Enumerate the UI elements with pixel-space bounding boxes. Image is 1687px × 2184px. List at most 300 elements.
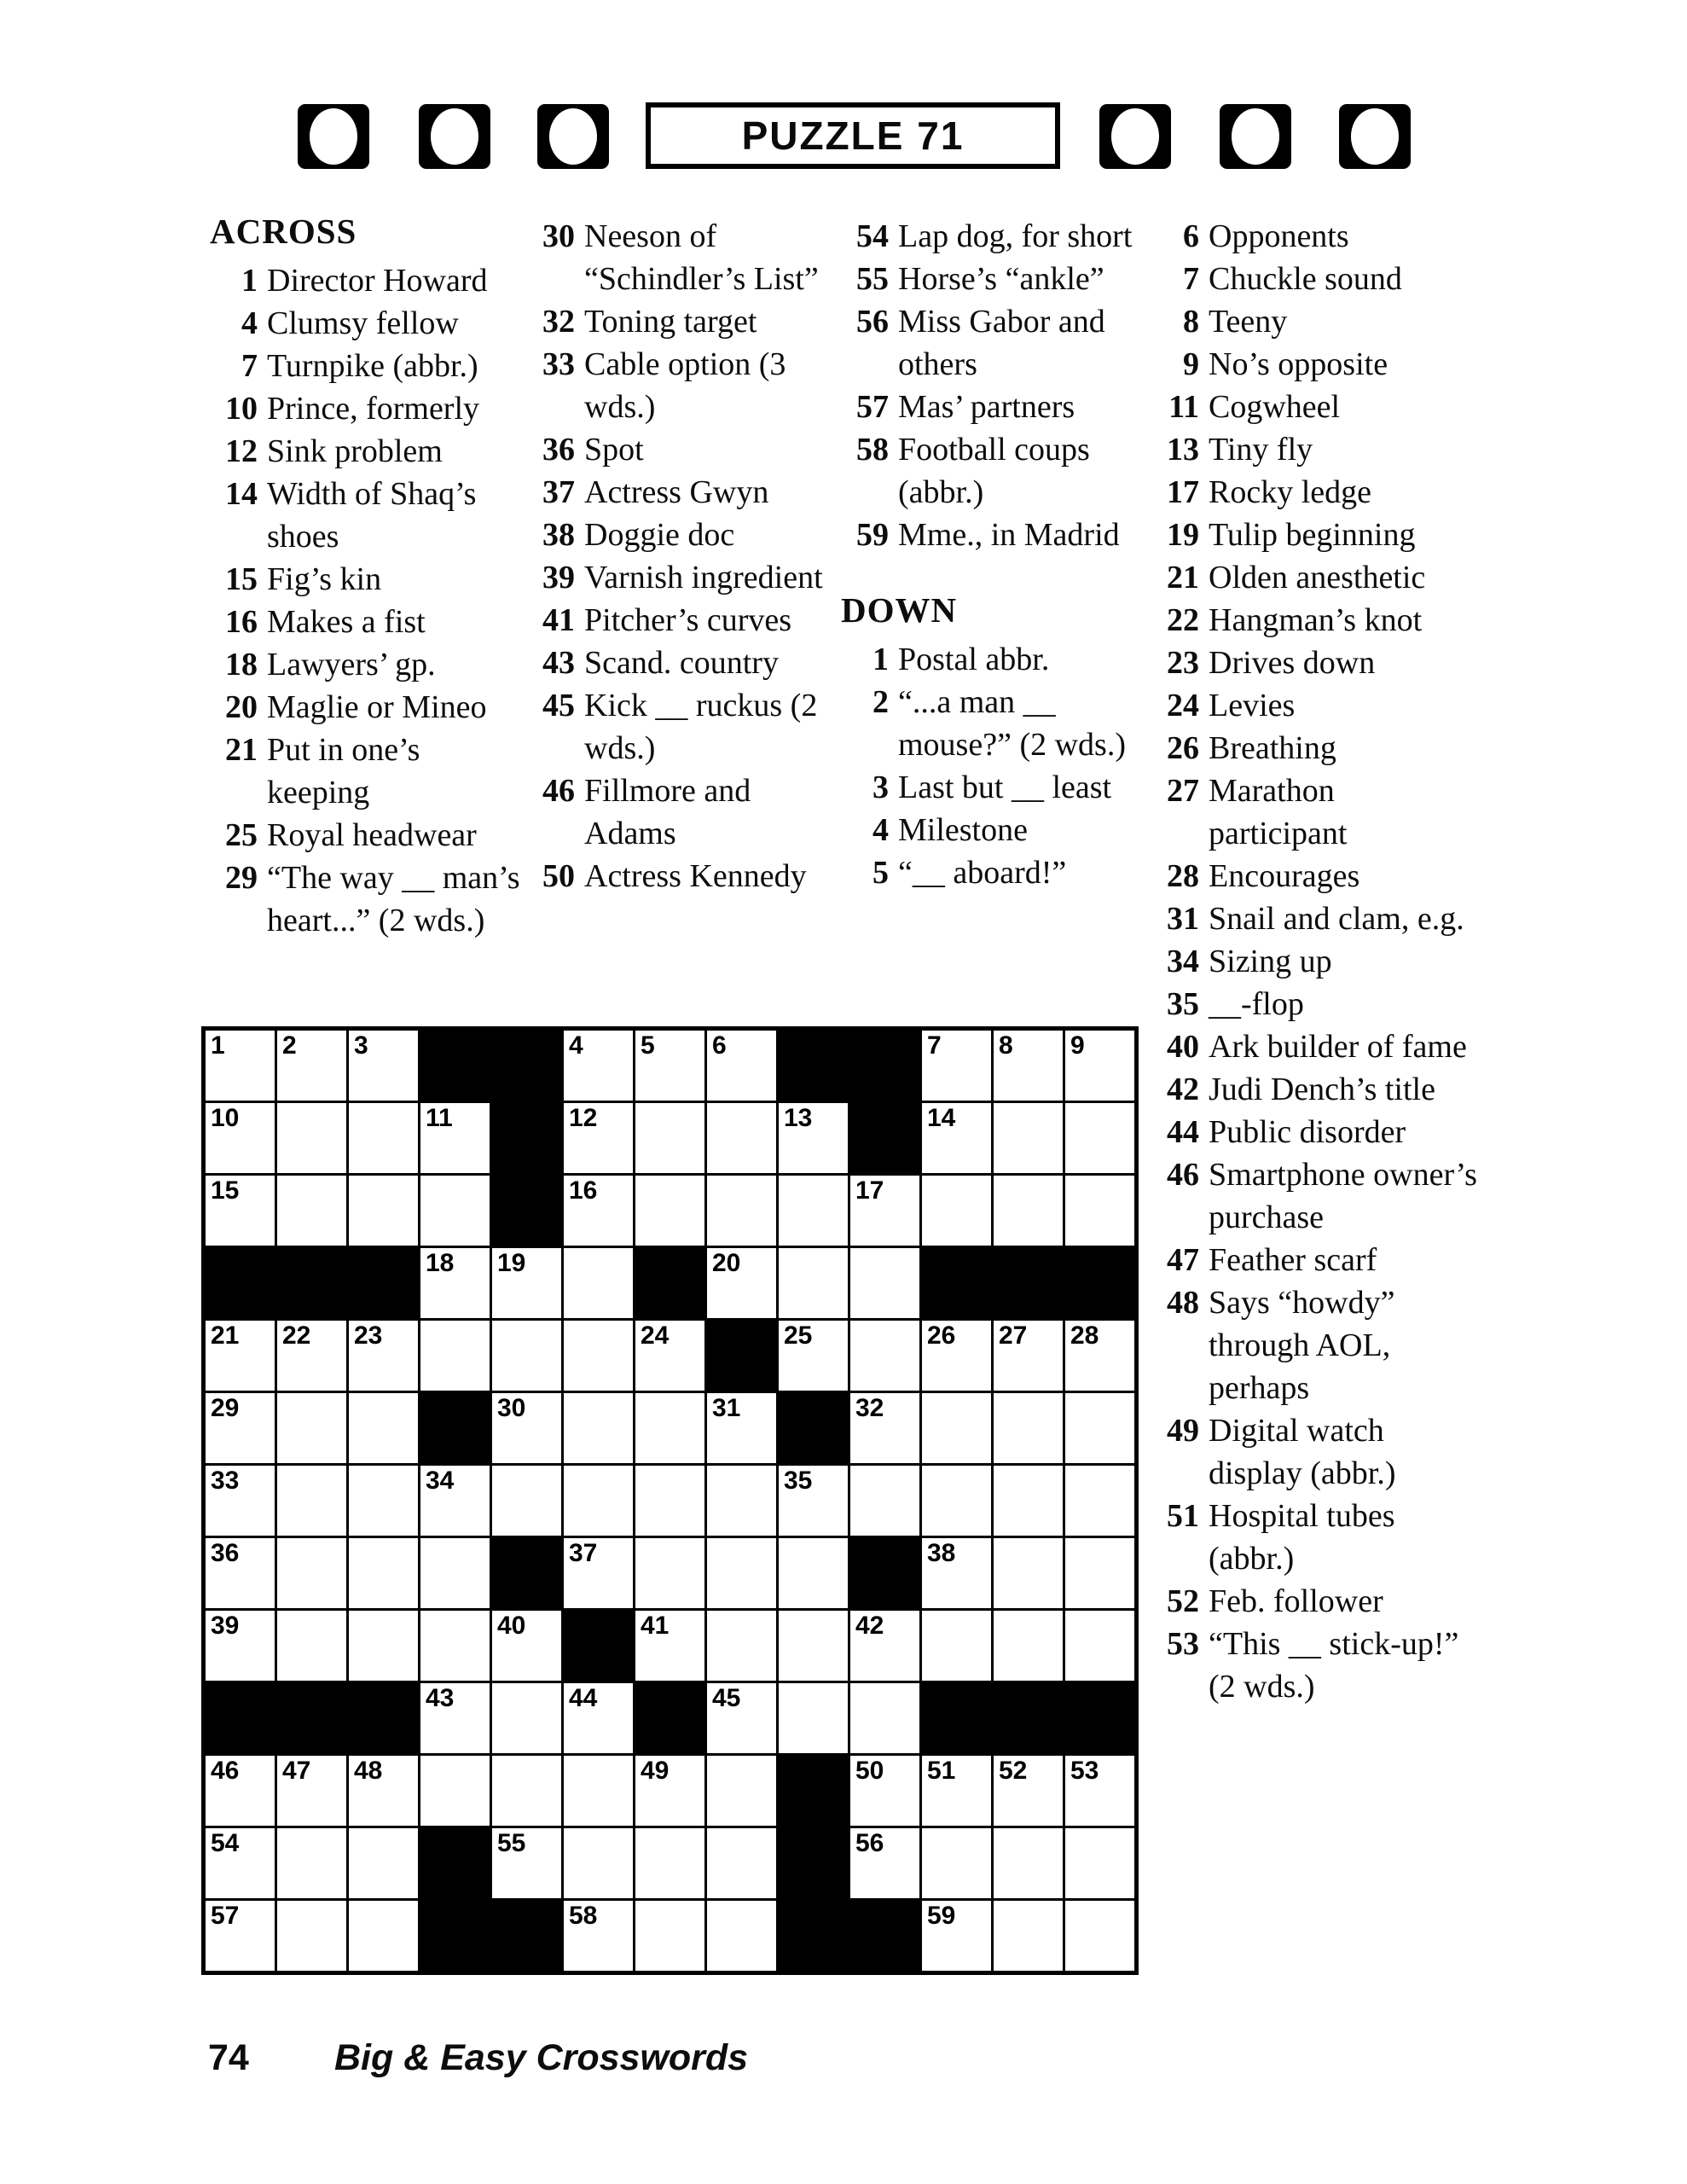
grid-cell	[492, 1248, 561, 1318]
clue-text: Postal abbr.	[898, 642, 1050, 677]
grid-cell	[564, 1466, 633, 1536]
cell-number: 22	[282, 1321, 311, 1350]
grid-cell-black	[492, 1176, 561, 1246]
down-clue-list	[1151, 215, 1477, 1708]
clue-item	[527, 642, 836, 684]
grid-cell	[420, 1176, 490, 1246]
page-number: 74	[208, 2037, 249, 2078]
clue-text: Makes a fist	[267, 604, 426, 640]
clue-number: 47	[1167, 1242, 1199, 1278]
grid-cell	[564, 1031, 633, 1101]
clue-item	[1151, 642, 1477, 684]
clue-number: 14	[225, 476, 258, 512]
grid-cell	[707, 1103, 776, 1173]
grid-cell-black	[277, 1683, 346, 1753]
clue-column-down	[1151, 215, 1477, 1708]
cell-number: 28	[1070, 1321, 1099, 1350]
clue-item	[210, 345, 524, 387]
clue-number: 20	[225, 689, 258, 725]
across-section-header: ACROSS	[210, 212, 357, 251]
grid-cell	[994, 1393, 1063, 1463]
cell-number: 56	[855, 1829, 884, 1857]
grid-cell	[349, 1466, 418, 1536]
cell-number: 37	[569, 1539, 598, 1567]
clue-text: Tulip beginning	[1209, 517, 1416, 553]
grid-cell-black	[994, 1248, 1063, 1318]
cell-number: 57	[211, 1902, 240, 1930]
cell-number: 29	[211, 1394, 240, 1422]
grid-cell	[779, 1248, 848, 1318]
clue-number: 48	[1167, 1285, 1199, 1321]
cell-number: 48	[354, 1757, 383, 1785]
grid-cell	[850, 1321, 919, 1391]
clue-text: Clumsy fellow	[267, 305, 459, 341]
grid-cell	[994, 1031, 1063, 1101]
clue-text: Actress Kennedy	[584, 858, 807, 894]
clue-item	[527, 514, 836, 556]
grid-cell	[277, 1756, 346, 1826]
cell-number: 8	[999, 1031, 1013, 1060]
clue-text: “This __ stick-up!” (2 wds.)	[1209, 1626, 1459, 1705]
clue-text: Last but __ least	[898, 770, 1112, 805]
cell-number: 34	[426, 1467, 455, 1495]
clue-number: 9	[1183, 346, 1199, 382]
grid-cell	[206, 1611, 275, 1681]
grid-cell	[922, 1828, 991, 1898]
cell-number: 3	[354, 1031, 368, 1060]
clue-text: Royal headwear	[267, 817, 477, 853]
cell-number: 43	[426, 1684, 455, 1712]
clue-number: 2	[872, 684, 889, 720]
grid-cell	[420, 1683, 490, 1753]
cell-number: 46	[211, 1757, 240, 1785]
grid-cell	[349, 1538, 418, 1608]
grid-cell	[349, 1103, 418, 1173]
clue-text: Scand. country	[584, 645, 779, 681]
cell-number: 24	[641, 1321, 670, 1350]
grid-cell	[349, 1176, 418, 1246]
oval-shape	[549, 108, 597, 165]
clue-item	[210, 430, 524, 473]
grid-cell	[635, 1393, 704, 1463]
clue-text: Lawyers’ gp.	[267, 647, 436, 682]
cell-number: 1	[211, 1031, 225, 1060]
clue-item	[210, 601, 524, 643]
clue-item	[1151, 258, 1477, 300]
oval-shape	[1111, 108, 1159, 165]
clue-number: 4	[241, 305, 258, 341]
grid-cell	[349, 1321, 418, 1391]
grid-cell-black	[206, 1683, 275, 1753]
grid-cell	[922, 1538, 991, 1608]
clue-text: Marathon participant	[1209, 773, 1348, 851]
cell-number: 2	[282, 1031, 297, 1060]
grid-cell	[277, 1393, 346, 1463]
clue-text: Olden anesthetic	[1209, 560, 1426, 595]
grid-cell	[1065, 1466, 1134, 1536]
clue-number: 7	[241, 348, 258, 384]
grid-cell	[206, 1393, 275, 1463]
clue-text: “The way __ man’s heart...” (2 wds.)	[267, 860, 520, 938]
clue-number: 26	[1167, 730, 1199, 766]
grid-cell	[420, 1103, 490, 1173]
grid-cell	[564, 1828, 633, 1898]
grid-cell	[635, 1321, 704, 1391]
cell-number: 38	[927, 1539, 956, 1567]
clue-item	[841, 428, 1145, 514]
grid-cell	[850, 1393, 919, 1463]
clue-number: 58	[856, 432, 889, 468]
grid-cell	[1065, 1756, 1134, 1826]
grid-cell	[635, 1031, 704, 1101]
clue-number: 18	[225, 647, 258, 682]
grid-cell-black	[1065, 1248, 1134, 1318]
grid-cell	[635, 1756, 704, 1826]
grid-cell	[492, 1321, 561, 1391]
grid-cell	[1065, 1611, 1134, 1681]
clue-text: Drives down	[1209, 645, 1376, 681]
clue-number: 43	[542, 645, 575, 681]
clue-item	[210, 558, 524, 601]
cell-number: 23	[354, 1321, 383, 1350]
grid-cell	[277, 1103, 346, 1173]
clue-column-across	[210, 210, 524, 942]
grid-cell	[277, 1611, 346, 1681]
clue-number: 59	[856, 517, 889, 553]
clue-text: Pitcher’s curves	[584, 602, 792, 638]
clue-item	[1151, 1495, 1477, 1580]
clue-item	[841, 766, 1145, 809]
cell-number: 39	[211, 1612, 240, 1640]
clue-text: “...a man __ mouse?” (2 wds.)	[898, 684, 1126, 763]
grid-cell	[564, 1248, 633, 1318]
clue-text: Tiny fly	[1209, 432, 1313, 468]
clue-number: 51	[1167, 1498, 1199, 1534]
grid-cell-black	[492, 1031, 561, 1101]
grid-cell	[277, 1321, 346, 1391]
clue-item	[210, 259, 524, 302]
clue-number: 21	[1167, 560, 1199, 595]
clue-text: Toning target	[584, 304, 757, 340]
grid-cell	[635, 1538, 704, 1608]
clue-item	[527, 684, 836, 770]
clue-item	[841, 851, 1145, 894]
grid-cell	[349, 1393, 418, 1463]
grid-cell	[564, 1393, 633, 1463]
clue-item	[841, 386, 1145, 428]
grid-cell	[206, 1901, 275, 1971]
grid-cell	[420, 1321, 490, 1391]
clue-text: Says “howdy” through AOL, perhaps	[1209, 1285, 1395, 1406]
cell-number: 35	[784, 1467, 813, 1495]
clue-text: Hospital tubes (abbr.)	[1209, 1498, 1395, 1577]
cell-number: 45	[712, 1684, 741, 1712]
grid-cell	[206, 1828, 275, 1898]
cell-number: 36	[211, 1539, 240, 1567]
oval-shape	[1351, 108, 1399, 165]
oval-shape	[431, 108, 478, 165]
clue-number: 15	[225, 561, 258, 597]
grid-cell	[994, 1756, 1063, 1826]
grid-cell	[277, 1828, 346, 1898]
clue-text: Turnpike (abbr.)	[267, 348, 478, 384]
grid-cell	[779, 1538, 848, 1608]
clue-item	[841, 681, 1145, 766]
grid-cell	[635, 1103, 704, 1173]
grid-cell	[707, 1828, 776, 1898]
grid-cell	[564, 1103, 633, 1173]
clue-text: Feather scarf	[1209, 1242, 1377, 1278]
cell-number: 51	[927, 1757, 956, 1785]
grid-cell	[1065, 1828, 1134, 1898]
grid-cell-black	[779, 1393, 848, 1463]
grid-cell-black	[1065, 1683, 1134, 1753]
clue-number: 4	[872, 812, 889, 848]
clue-item	[1151, 1623, 1477, 1708]
grid-cell-black	[420, 1031, 490, 1101]
clue-item	[1151, 1409, 1477, 1495]
cell-number: 5	[641, 1031, 655, 1060]
grid-cell	[850, 1466, 919, 1536]
grid-cell	[922, 1103, 991, 1173]
cell-number: 6	[712, 1031, 727, 1060]
clue-text: Public disorder	[1209, 1114, 1406, 1150]
clue-item	[1151, 215, 1477, 258]
grid-cell	[420, 1611, 490, 1681]
grid-cell	[707, 1248, 776, 1318]
grid-cell	[707, 1466, 776, 1536]
decorative-oval-icon	[537, 104, 609, 169]
puzzle-title-box	[646, 102, 1060, 169]
cell-number: 41	[641, 1612, 670, 1640]
grid-cell	[420, 1538, 490, 1608]
grid-cell	[994, 1103, 1063, 1173]
clue-text: Spot	[584, 432, 644, 468]
cell-number: 21	[211, 1321, 240, 1350]
grid-cell	[564, 1756, 633, 1826]
clue-item	[1151, 855, 1477, 897]
decorative-oval-icon	[1220, 104, 1291, 169]
grid-cell-black	[420, 1828, 490, 1898]
clue-number: 11	[1168, 389, 1199, 425]
grid-cell	[635, 1828, 704, 1898]
clue-number: 40	[1167, 1029, 1199, 1065]
grid-cell	[349, 1901, 418, 1971]
grid-cell	[922, 1901, 991, 1971]
decorative-oval-icon	[419, 104, 490, 169]
grid-cell	[707, 1031, 776, 1101]
clue-text: Ark builder of fame	[1209, 1029, 1467, 1065]
clue-number: 1	[241, 263, 258, 299]
cell-number: 31	[712, 1394, 741, 1422]
clue-number: 41	[542, 602, 575, 638]
clue-number: 28	[1167, 858, 1199, 894]
clue-text: Opponents	[1209, 218, 1349, 254]
clue-number: 32	[542, 304, 575, 340]
grid-cell	[277, 1538, 346, 1608]
clue-number: 30	[542, 218, 575, 254]
clue-item	[1151, 897, 1477, 940]
across-clue-list	[841, 215, 1145, 556]
clue-item	[210, 643, 524, 686]
clue-number: 49	[1167, 1413, 1199, 1449]
clue-text: Actress Gwyn	[584, 474, 769, 510]
crossword-grid	[201, 1026, 1139, 1975]
grid-cell	[779, 1466, 848, 1536]
clue-item	[841, 258, 1145, 300]
clue-text: Kick __ ruckus (2 wds.)	[584, 688, 818, 766]
cell-number: 25	[784, 1321, 813, 1350]
clue-text: Doggie doc	[584, 517, 735, 553]
clue-number: 42	[1167, 1072, 1199, 1107]
grid-cell	[492, 1756, 561, 1826]
grid-cell	[779, 1321, 848, 1391]
grid-cell-black	[492, 1901, 561, 1971]
down-section-header: DOWN	[841, 590, 958, 630]
cell-number: 19	[497, 1249, 526, 1277]
cell-number: 16	[569, 1176, 598, 1205]
cell-number: 55	[497, 1829, 526, 1857]
grid-cell-black	[850, 1538, 919, 1608]
grid-cell	[349, 1756, 418, 1826]
clue-item	[1151, 1580, 1477, 1623]
grid-cell	[850, 1756, 919, 1826]
grid-cell	[850, 1176, 919, 1246]
clue-number: 39	[542, 560, 575, 595]
clue-item	[527, 215, 836, 300]
grid-cell-black	[850, 1103, 919, 1173]
clue-number: 52	[1167, 1583, 1199, 1619]
clue-item	[527, 770, 836, 855]
clue-item	[1151, 300, 1477, 343]
clue-item	[1151, 684, 1477, 727]
clue-text: Feb. follower	[1209, 1583, 1383, 1619]
grid-cell	[492, 1828, 561, 1898]
clue-text: Smartphone owner’s purchase	[1209, 1157, 1477, 1235]
clue-number: 53	[1167, 1626, 1199, 1662]
clue-item	[210, 473, 524, 558]
cell-number: 30	[497, 1394, 526, 1422]
grid-cell	[922, 1611, 991, 1681]
clue-number: 50	[542, 858, 575, 894]
clue-number: 1	[872, 642, 889, 677]
grid-cell	[206, 1466, 275, 1536]
grid-cell	[492, 1683, 561, 1753]
clue-number: 6	[1183, 218, 1199, 254]
book-title: Big & Easy Crosswords	[334, 2037, 749, 2078]
clue-column-across-2	[527, 215, 836, 897]
grid-cell	[922, 1031, 991, 1101]
grid-cell	[564, 1538, 633, 1608]
grid-cell	[1065, 1393, 1134, 1463]
cell-number: 33	[211, 1467, 240, 1495]
cell-number: 13	[784, 1104, 813, 1132]
puzzle-title: PUZZLE 71	[741, 113, 965, 158]
clue-item	[1151, 770, 1477, 855]
clue-number: 23	[1167, 645, 1199, 681]
clue-text: Neeson of “Schindler’s List”	[584, 218, 819, 297]
cell-number: 15	[211, 1176, 240, 1205]
clue-text: Judi Dench’s title	[1209, 1072, 1435, 1107]
clue-item	[210, 302, 524, 345]
clue-item	[1151, 1111, 1477, 1153]
cell-number: 44	[569, 1684, 598, 1712]
clue-item	[527, 855, 836, 897]
clue-item	[527, 300, 836, 343]
grid-cell	[349, 1031, 418, 1101]
cell-number: 4	[569, 1031, 583, 1060]
grid-cell	[779, 1683, 848, 1753]
grid-cell	[349, 1828, 418, 1898]
clue-item	[841, 215, 1145, 258]
grid-cell	[1065, 1176, 1134, 1246]
grid-cell	[277, 1176, 346, 1246]
grid-cell	[635, 1611, 704, 1681]
cell-number: 26	[927, 1321, 956, 1350]
cell-number: 9	[1070, 1031, 1085, 1060]
grid-cell	[707, 1901, 776, 1971]
cell-number: 47	[282, 1757, 311, 1785]
clue-item	[1151, 556, 1477, 599]
grid-cell	[994, 1176, 1063, 1246]
clue-number: 33	[542, 346, 575, 382]
clue-number: 12	[225, 433, 258, 469]
decorative-oval-icon	[298, 104, 369, 169]
clue-text: Rocky ledge	[1209, 474, 1372, 510]
grid-cell	[1065, 1103, 1134, 1173]
down-clue-list	[841, 638, 1145, 894]
clue-item	[841, 514, 1145, 556]
clue-number: 25	[225, 817, 258, 853]
grid-cell	[564, 1683, 633, 1753]
decorative-oval-icon	[1339, 104, 1411, 169]
cell-number: 14	[927, 1104, 956, 1132]
oval-shape	[1232, 108, 1279, 165]
grid-cell	[850, 1683, 919, 1753]
grid-cell-black	[564, 1611, 633, 1681]
clue-text: Miss Gabor and others	[898, 304, 1105, 382]
clue-item	[841, 638, 1145, 681]
clue-number: 27	[1167, 773, 1199, 809]
grid-cell	[707, 1393, 776, 1463]
cell-number: 32	[855, 1394, 884, 1422]
clue-item	[1151, 1239, 1477, 1281]
clue-number: 56	[856, 304, 889, 340]
grid-cell	[277, 1466, 346, 1536]
grid-cell-black	[492, 1103, 561, 1173]
grid-cell	[707, 1683, 776, 1753]
grid-cell	[1065, 1321, 1134, 1391]
clue-item	[1151, 343, 1477, 386]
grid-cell-black	[492, 1538, 561, 1608]
clue-text: Snail and clam, e.g.	[1209, 901, 1464, 937]
grid-cell	[206, 1538, 275, 1608]
grid-cell-black	[277, 1248, 346, 1318]
clue-item	[1151, 727, 1477, 770]
grid-cell-black	[779, 1756, 848, 1826]
clue-number: 54	[856, 218, 889, 254]
clue-text: No’s opposite	[1209, 346, 1388, 382]
cell-number: 27	[999, 1321, 1028, 1350]
grid-cell	[779, 1611, 848, 1681]
grid-cell-black	[349, 1248, 418, 1318]
clue-text: Horse’s “ankle”	[898, 261, 1104, 297]
cell-number: 50	[855, 1757, 884, 1785]
grid-cell-black	[922, 1683, 991, 1753]
clue-number: 22	[1167, 602, 1199, 638]
grid-cell	[206, 1756, 275, 1826]
clue-item	[1151, 1153, 1477, 1239]
